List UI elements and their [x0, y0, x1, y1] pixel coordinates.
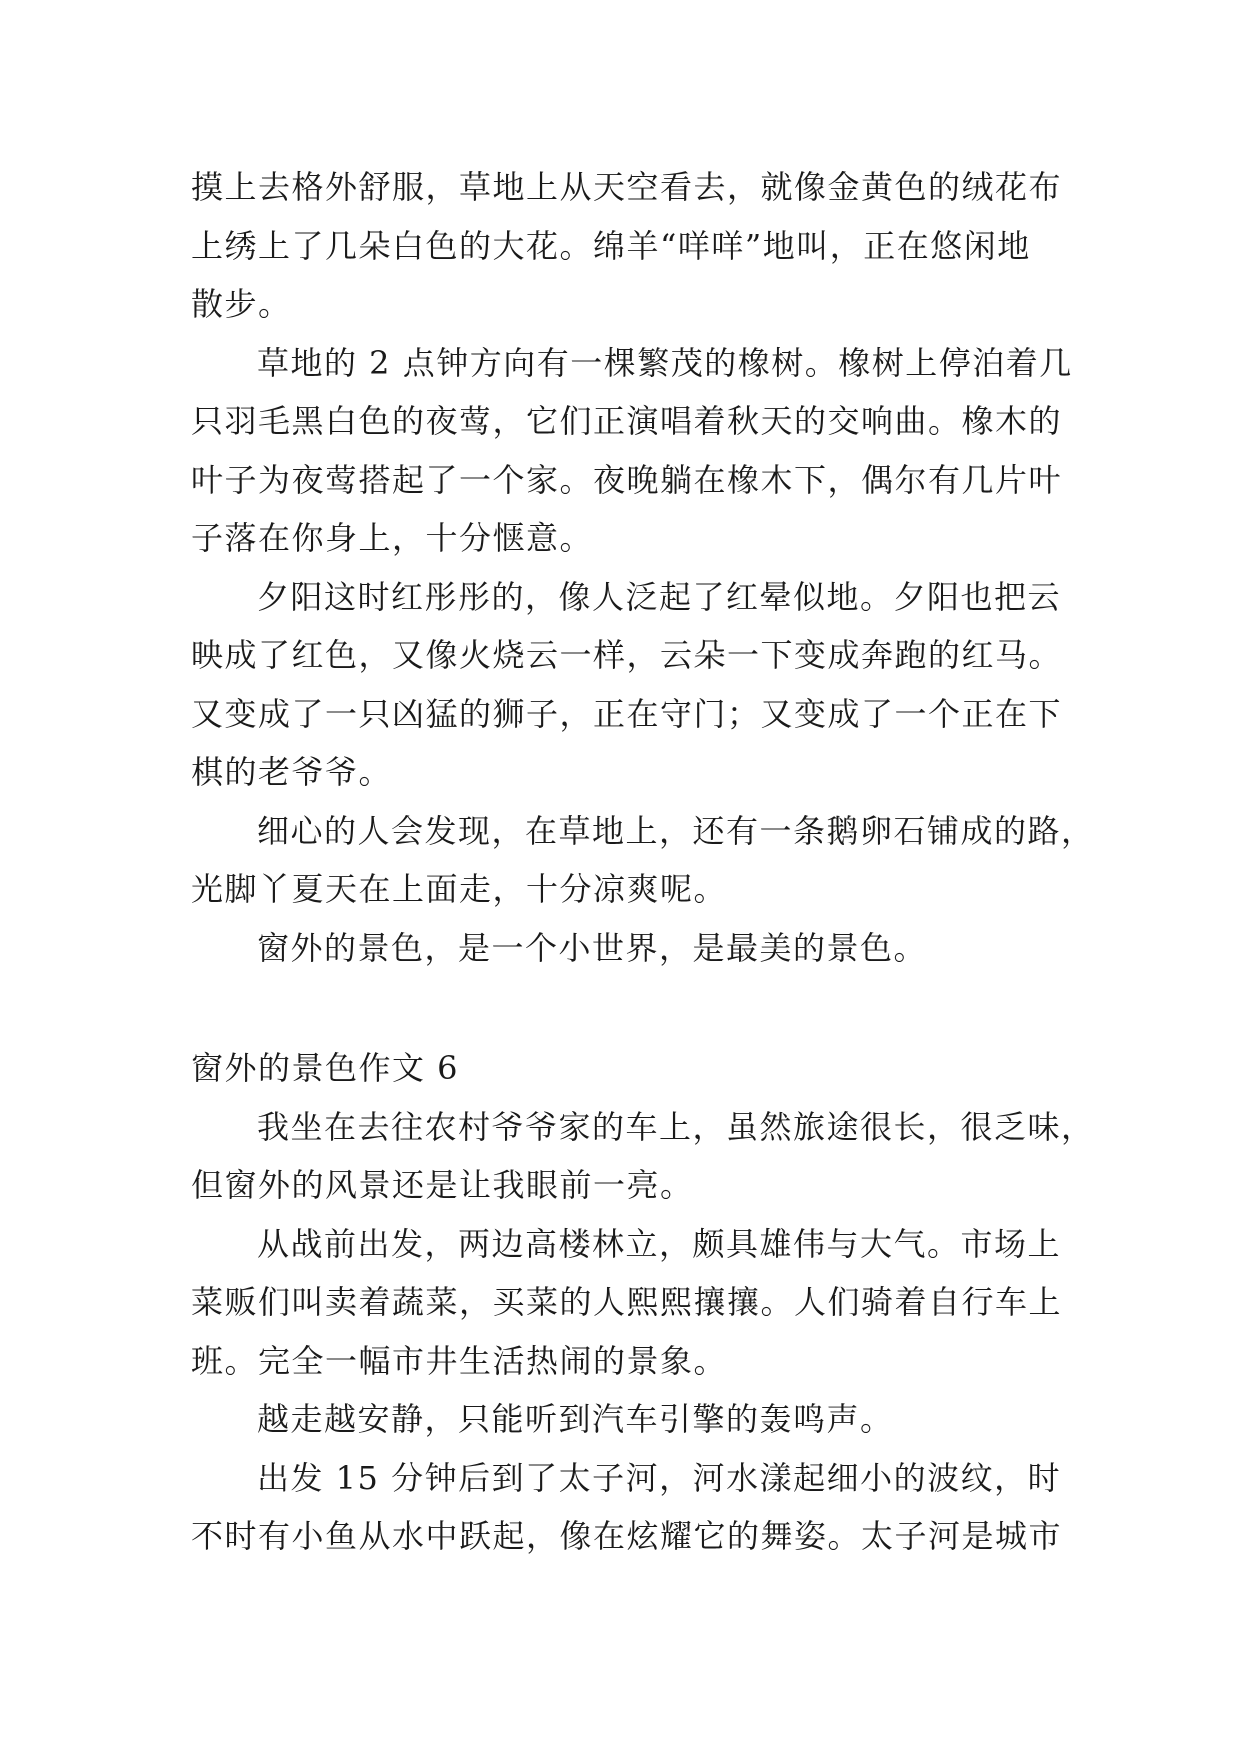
text-line: 又变成了一只凶猛的狮子，正在守门；又变成了一个正在下	[191, 694, 1063, 733]
text-line: 从战前出发，两边高楼林立，颇具雄伟与大气。市场上	[257, 1224, 1062, 1263]
text-line: 窗外的景色，是一个小世界，是最美的景色。	[257, 928, 928, 967]
text-line: 出发 15 分钟后到了太子河，河水漾起细小的波纹，时	[257, 1458, 1062, 1497]
paragraph-market	[191, 1215, 1071, 1391]
paragraph-continued	[191, 158, 1071, 334]
section-title: 窗外的景色作文 6	[191, 1049, 460, 1087]
text-line: 摸上去格外舒服，草地上从天空看去，就像金黄色的绒花布	[191, 168, 1063, 206]
text-line: 只羽毛黑白色的夜莺，它们正演唱着秋天的交响曲。橡木的	[191, 402, 1063, 440]
text-line: 不时有小鱼从水中跃起，像在炫耀它的舞姿。太子河是城市	[191, 1517, 1063, 1555]
paragraph-quiet	[191, 1390, 1071, 1449]
text-line: 散步。	[191, 285, 292, 323]
text-line: 上绣上了几朵白色的大花。绵羊“咩咩”地叫，正在悠闲地	[191, 226, 1031, 265]
text-line: 细心的人会发现，在草地上，还有一条鹅卵石铺成的路，	[257, 811, 1095, 850]
paragraph-conclusion	[191, 919, 1071, 978]
text-line: 夕阳这时红彤彤的，像人泛起了红晕似地。夕阳也把云	[257, 577, 1062, 616]
paragraph-car-ride	[191, 1098, 1095, 1215]
paragraph-river	[191, 1449, 1071, 1566]
text-line: 菜贩们叫卖着蔬菜，买菜的人熙熙攘攘。人们骑着自行车上	[191, 1283, 1063, 1321]
paragraph-pebble-road	[191, 802, 1095, 919]
text-line: 光脚丫夏天在上面走，十分凉爽呢。	[191, 870, 728, 908]
text-line: 班。完全一幅市井生活热闹的景象。	[191, 1341, 728, 1380]
text-line: 越走越安静，只能听到汽车引擎的轰鸣声。	[257, 1400, 894, 1438]
text-line: 我坐在去往农村爷爷家的车上，虽然旅途很长，很乏味，	[257, 1107, 1095, 1146]
text-line: 子落在你身上，十分惬意。	[191, 519, 594, 557]
section-gap	[191, 977, 1071, 1039]
paragraph-oak-tree	[191, 334, 1071, 568]
text-line: 映成了红色，又像火烧云一样，云朵一下变成奔跑的红马。	[191, 636, 1063, 674]
text-line: 但窗外的风景还是让我眼前一亮。	[191, 1166, 694, 1204]
text-line: 棋的老爷爷。	[191, 753, 393, 791]
paragraph-sunset	[191, 568, 1071, 802]
text-line: 叶子为夜莺搭起了一个家。夜晚躺在橡木下，偶尔有几片叶	[191, 460, 1063, 499]
document-body	[191, 158, 1095, 1566]
text-line: 草地的 2 点钟方向有一棵繁茂的橡树。橡树上停泊着几	[257, 343, 1073, 382]
